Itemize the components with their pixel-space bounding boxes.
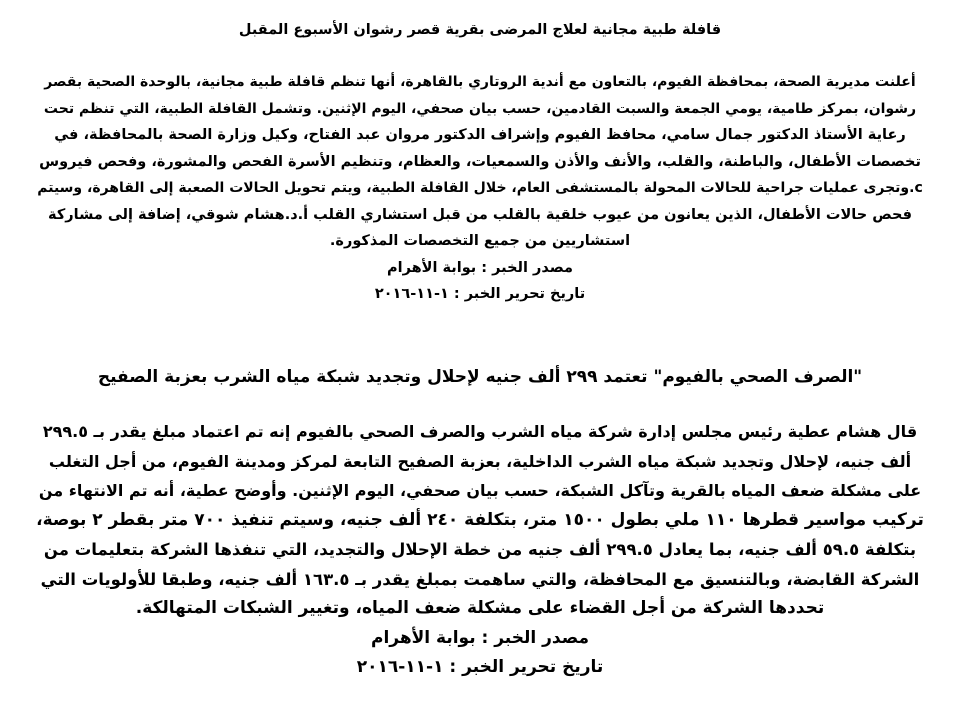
article-date: تاريخ تحرير الخبر : ١-١١-٢٠١٦ xyxy=(374,286,586,302)
body-line: أعلنت مديرية الصحة، بمحافظة الفيوم، بالتعاون مع أندية الروتاري بالقاهرة، أنها تنظم قافلة طبية مجانية، بالوحدة الصحية بقصر xyxy=(44,74,916,90)
body-line: رشوان، بمركز طامية، يومي الجمعة والسبت القادمين، حسب بيان صحفي، اليوم الإثنين. وتشمل القافلة الطبية، التي تنظم تحت xyxy=(43,100,917,117)
article-title: "الصرف الصحي بالفيوم" تعتمد ٢٩٩ ألف جنيه لإحلال وتجديد شبكة مياه الشرب بعزبة الصفيح xyxy=(97,367,863,387)
body-line: ألف جنيه، لإحلال وتجديد شبكة مياه الشرب الداخلية، بعزبة الصفيح التابعة لمركز ومدينة الفيوم، من أجل التغلب xyxy=(48,451,912,471)
article-medical-convoy xyxy=(36,18,924,308)
body-line: تركيب مواسير قطرها ١١٠ ملي بطول ١٥٠٠ متر، بتكلفة ٢٤٠ ألف جنيه، وسيتم تنفيذ ٧٠٠ متر بقطر ٢ بوصة، xyxy=(36,509,924,530)
body-line: رعاية الأستاذ الدكتور جمال سامي، محافظ الفيوم وإشراف الدكتور مروان عبد الفتاح، وكيل وزارة الصحة بالمحافظة، في xyxy=(54,127,906,143)
article-source: مصدر الخبر : بوابة الأهرام xyxy=(370,627,590,648)
article-date: تاريخ تحرير الخبر : ١-١١-٢٠١٦ xyxy=(356,657,604,677)
body-line: فحص حالات الأطفال، الذين يعانون من عيوب خلقية بالقلب من قبل استشاري القلب أ.د.هشام شوقي، إضافة إلى مشاركة xyxy=(48,206,912,223)
body-line: تحددها الشركة من أجل القضاء على مشكلة ضعف المياه، وتغيير الشبكات المتهالكة. xyxy=(135,598,825,618)
body-line: الشركة القابضة، وبالتنسيق مع المحافظة، والتي ساهمت بمبلغ يقدر بـ ١٦٣.٥ ألف جنيه، وطبقا للأولويات التي xyxy=(40,569,920,589)
body-line: استشاريين من جميع التخصصات المذكورة. xyxy=(329,233,631,249)
body-line: على مشكلة ضعف المياه بالقرية وتآكل الشبكة، حسب بيان صحفي، اليوم الإثنين. وأوضح عطية، أنه تم الانتهاء من xyxy=(38,481,922,500)
article-title: قافلة طبية مجانية لعلاج المرضى بقرية قصر رشوان الأسبوع المقبل xyxy=(238,22,722,38)
article-body xyxy=(36,69,924,255)
body-line: تخصصات الأطفال، والباطنة، والقلب، والأنف والأذن والسمعيات، والعظام، وتنظيم الأسرة الفحص والمشورة، وفحص فيروس xyxy=(39,153,921,170)
article-body xyxy=(36,417,924,624)
body-line: قال هشام عطية رئيس مجلس إدارة شركة مياه الشرب والصرف الصحي بالفيوم إنه تم اعتماد مبلغ يقدر بـ ٢٩٩.٥ xyxy=(42,422,918,441)
body-line: بتكلفة ٥٩.٥ ألف جنيه، بما يعادل ٢٩٩.٥ ألف جنيه من خطة الإحلال والتجديد، التي تنفذها الشركة بتعليمات من xyxy=(43,540,917,559)
article-source: مصدر الخبر : بوابة الأهرام xyxy=(387,259,573,276)
body-line: c.وتجرى عمليات جراحية للحالات المحولة بالمستشفى العام، خلال القافلة الطبية، ويتم تحويل الحالات الصعبة إلى القاهرة، وسيتم xyxy=(37,180,923,196)
article-water-network xyxy=(36,362,924,683)
